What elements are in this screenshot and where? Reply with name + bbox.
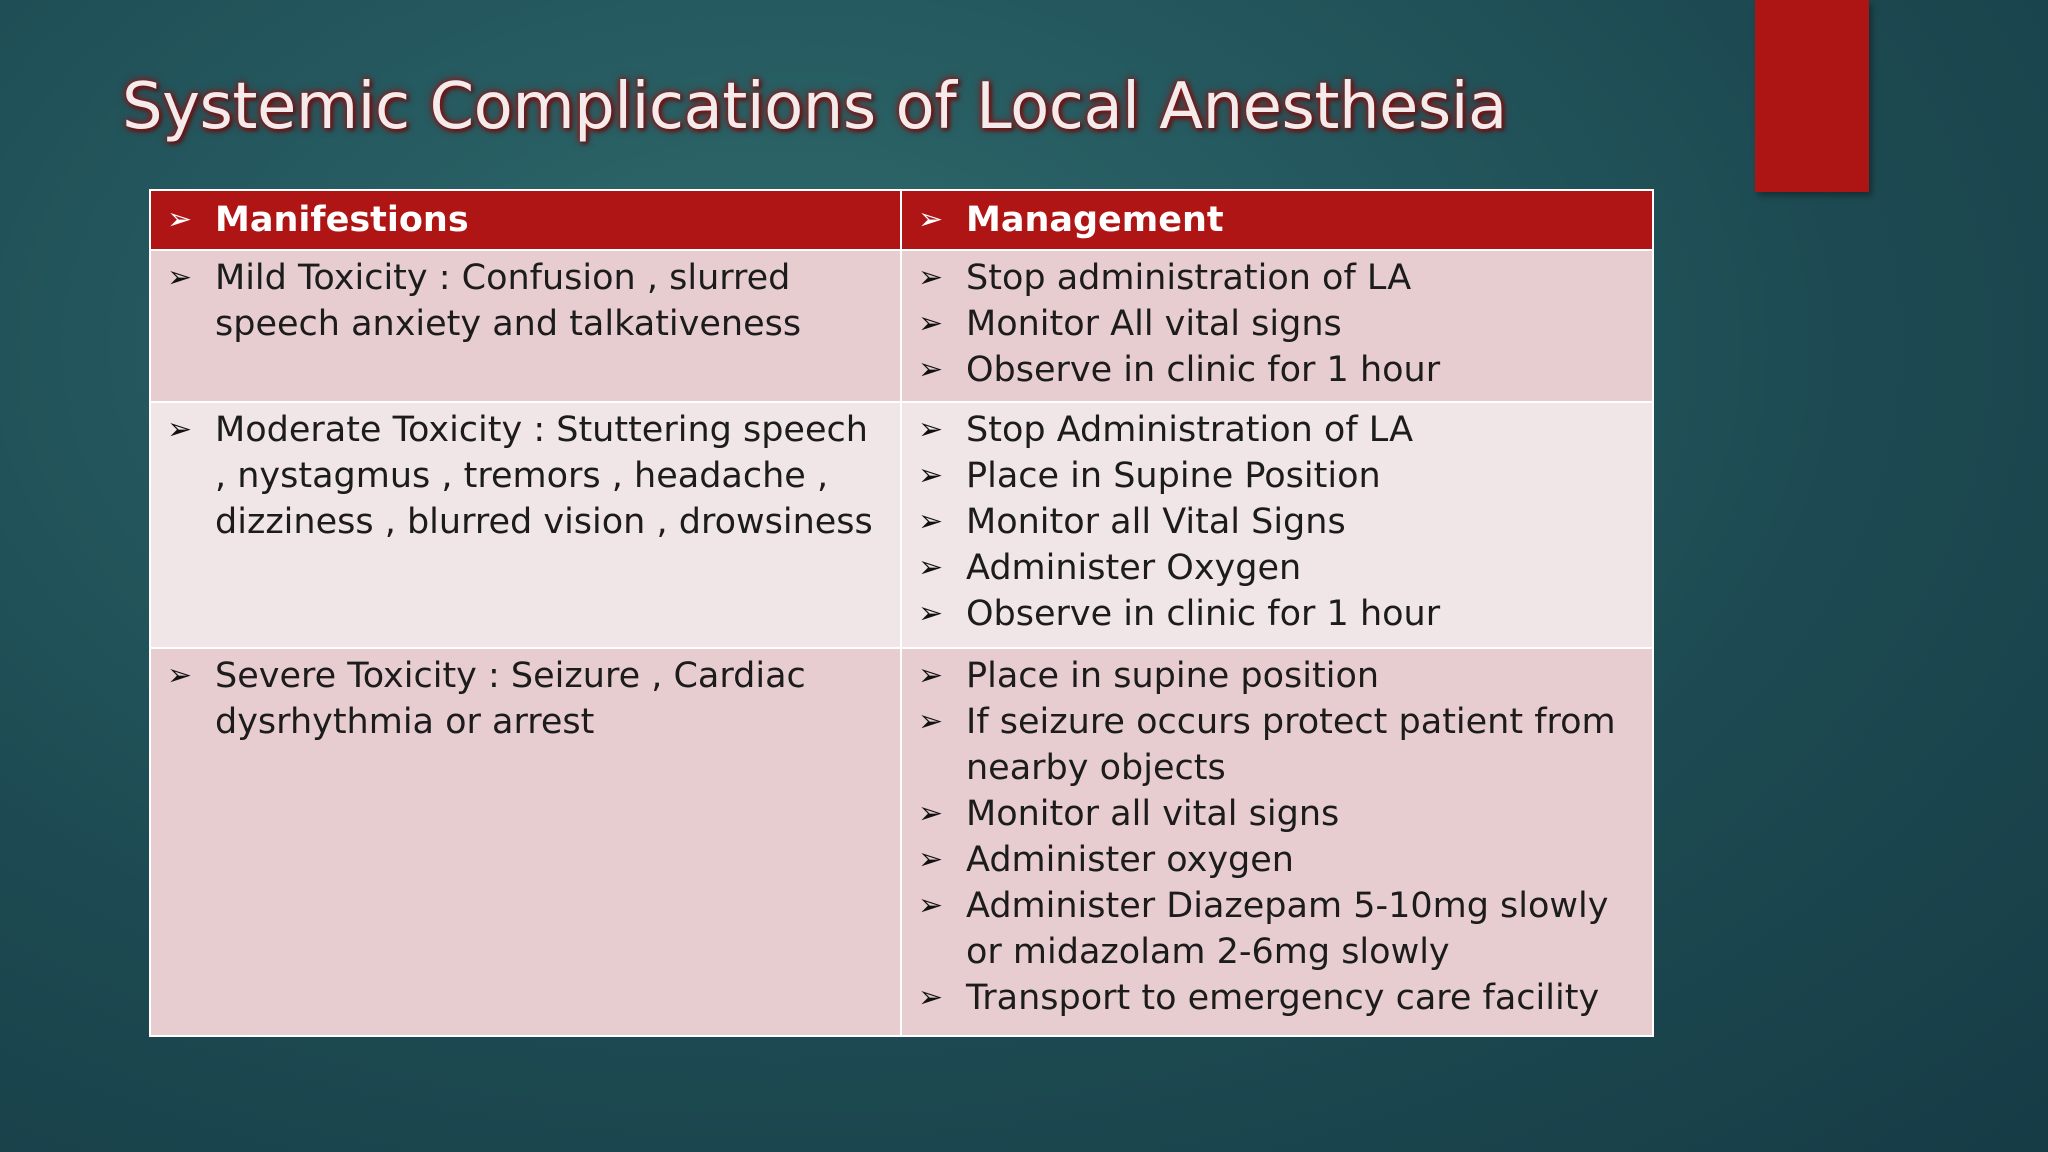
arrowhead-bullet-icon: ➢ [918, 412, 944, 447]
list-item: ➢ Observe in clinic for 1 hour [918, 591, 1638, 637]
list-item: ➢ Mild Toxicity : Confusion , slurred speech anxiety and talkativeness [167, 255, 886, 347]
management-list [918, 649, 1638, 1021]
list-item: ➢ Administer oxygen [918, 837, 1638, 883]
cell-severe-management [902, 649, 1652, 1035]
list-item: ➢ Stop Administration of LA [918, 407, 1638, 453]
arrowhead-bullet-icon: ➢ [918, 306, 944, 341]
cell-mild-manifestation [151, 251, 902, 403]
list-item: ➢ Administer Diazepam 5-10mg slowly or midazolam 2-6mg slowly [918, 883, 1638, 975]
manifestation-list [167, 251, 886, 347]
arrowhead-bullet-icon: ➢ [918, 980, 944, 1015]
header-label: Manifestions [215, 200, 469, 240]
list-item: ➢ Place in supine position [918, 653, 1638, 699]
arrowhead-bullet-icon: ➢ [918, 202, 944, 237]
arrowhead-bullet-icon: ➢ [918, 658, 944, 693]
list-item: ➢ Transport to emergency care facility [918, 975, 1638, 1021]
arrowhead-bullet-icon: ➢ [918, 842, 944, 877]
arrowhead-bullet-icon: ➢ [918, 260, 944, 295]
cell-moderate-management [902, 403, 1652, 649]
cell-mild-management [902, 251, 1652, 403]
arrowhead-bullet-icon: ➢ [918, 352, 944, 387]
arrowhead-bullet-icon: ➢ [918, 596, 944, 631]
list-item: ➢ Moderate Toxicity : Stuttering speech , nystagmus , tremors , headache , dizziness , blurred vision , drowsiness [167, 407, 886, 545]
list-item: ➢ If seizure occurs protect patient from nearby objects [918, 699, 1638, 791]
arrowhead-bullet-icon: ➢ [918, 704, 944, 739]
list-item: ➢ Administer Oxygen [918, 545, 1638, 591]
manifestation-list [167, 403, 886, 545]
arrowhead-bullet-icon: ➢ [918, 458, 944, 493]
arrowhead-bullet-icon: ➢ [167, 260, 193, 295]
list-item: ➢ Place in Supine Position [918, 453, 1638, 499]
arrowhead-bullet-icon: ➢ [918, 550, 944, 585]
cell-moderate-manifestation [151, 403, 902, 649]
list-item: ➢ Severe Toxicity : Seizure , Cardiac dysrhythmia or arrest [167, 653, 886, 745]
list-item: ➢ Observe in clinic for 1 hour [918, 347, 1638, 393]
list-item: ➢ Monitor all vital signs [918, 791, 1638, 837]
management-list [918, 251, 1638, 393]
complications-table [149, 189, 1654, 1037]
arrowhead-bullet-icon: ➢ [167, 658, 193, 693]
cell-severe-manifestation [151, 649, 902, 1035]
arrowhead-bullet-icon: ➢ [167, 412, 193, 447]
header-management [918, 197, 1224, 243]
list-item: ➢ Monitor All vital signs [918, 301, 1638, 347]
slide-title: Systemic Complications of Local Anesthesia [122, 70, 1507, 144]
corner-accent-block [1755, 0, 1869, 192]
arrowhead-bullet-icon: ➢ [167, 202, 193, 237]
manifestation-list [167, 649, 886, 745]
header-cell-manifestations [151, 191, 902, 251]
header-cell-management [902, 191, 1652, 251]
list-item: ➢ Monitor all Vital Signs [918, 499, 1638, 545]
list-item: ➢ Stop administration of LA [918, 255, 1638, 301]
arrowhead-bullet-icon: ➢ [918, 888, 944, 923]
management-list [918, 403, 1638, 637]
arrowhead-bullet-icon: ➢ [918, 504, 944, 539]
header-manifestations [167, 197, 469, 243]
header-label: Management [966, 200, 1224, 240]
arrowhead-bullet-icon: ➢ [918, 796, 944, 831]
